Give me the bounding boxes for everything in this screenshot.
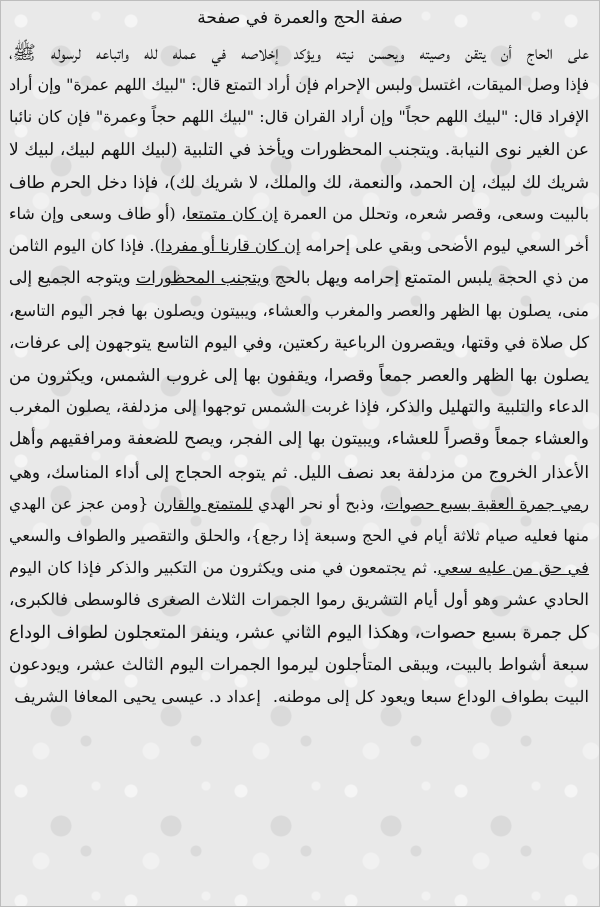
page-title: صفة الحج والعمرة في صفحة: [197, 8, 403, 28]
text-run: عن الغير نوى النيابة. ويتجنب المحظورات ويأخذ في التلبية (لبيك اللهم لبيك، لبيك لا: [9, 139, 589, 160]
text-line: [9, 391, 589, 423]
text-run: والعشاء جمعاً وقصراً للعشاء، ويبيتون بها إلى الفجر، ويصح للضعفة ومرافقيهم وأهل: [9, 429, 589, 450]
underlined-phrase: للمتمتع والقارن: [153, 494, 253, 513]
underlined-phrase: في حق من عليه سعي: [437, 558, 589, 578]
text-run: كل جمرة بسبع حصوات، وهكذا اليوم الثاني عشر، وينفر المتعجلون لطواف الوداع: [9, 622, 589, 643]
text-run: على الحاج أن يتقن وصيته ويحسن نيته ويؤكد إخلاصه في عمله لله واتباعه لرسوله ﷺ،: [9, 41, 589, 64]
text-run: منى، يصلون بها الظهر والعصر والمغرب والعشاء، ويبيتون ويصلون بها فجر اليوم التاسع،: [9, 300, 589, 320]
text-line: [9, 456, 589, 488]
text-line: [9, 327, 589, 359]
text-run: من ذي الحجة يلبس المتمتع إحرامه ويهل بالحج: [269, 268, 589, 288]
text-line: [9, 488, 589, 520]
text-run: الإفراد قال: "لبيك اللهم حجاً" وإن أراد القران قال: "لبيك اللهم حجاً وعمرة" فإن كان نائبا: [9, 107, 589, 127]
text-run: {ومن عجز عن الهدي: [9, 494, 154, 513]
text-line: [9, 69, 589, 101]
text-run: أخر السعي ليوم الأضحى وبقي على إحرامه: [300, 236, 589, 256]
text-run: بالبيت وسعى، وقصر شعره، وتحلل من العمرة: [277, 204, 589, 224]
text-line: [9, 262, 589, 294]
text-line: [9, 359, 589, 391]
text-run: الدعاء والتلبية والتهليل والذكر، فإذا غربت الشمس توجهوا إلى مزدلفة، يصلون المغرب: [9, 397, 589, 417]
text-run: ويتوجه الجميع إلى: [8, 268, 136, 288]
text-run: فإذا وصل الميقات، اغتسل ولبس الإحرام فإن أراد التمتع قال: "لبيك اللهم عمرة" وإن أراد: [9, 75, 589, 95]
text-run: سبعة أشواط بالبيت، ويبقى المتأجلون ليرموا الجمرات اليوم الثالث عشر، ويودعون: [9, 654, 589, 675]
document-body: [9, 37, 589, 713]
text-line: [9, 230, 589, 262]
text-line: [9, 166, 589, 198]
text-line: [9, 584, 589, 616]
text-line: [9, 37, 589, 69]
text-run: ، وذبح أو نحر الهدي: [252, 494, 385, 513]
text-line: [9, 649, 589, 681]
underlined-phrase: إن كان متمتعا: [186, 204, 278, 224]
underlined-phrase: إن كان قارنا أو مفردا: [160, 236, 301, 256]
text-run: الحادي عشر وهو أول أيام التشريق رموا الجمرات الثلاث الصغرى فالوسطى فالكبرى،: [9, 590, 589, 610]
text-line: [9, 552, 589, 584]
text-run: يصلون بها الظهر والعصر جمعاً وقصرا، ويقفون بها إلى غروب الشمس، ويكثرون من: [9, 365, 589, 386]
underlined-phrase: ويتجنب المحظورات: [135, 268, 270, 288]
text-line: [9, 134, 589, 166]
text-line: [9, 101, 589, 133]
text-run: شريك لك لبيك، إن الحمد، والنعمة، لك والملك، لا شريك لك)، فإذا دخل الحرم طاف: [9, 171, 589, 192]
text-run: ، (أو طاف وسعى وإن شاء: [9, 204, 187, 224]
text-line: [9, 617, 589, 649]
text-run: ). فإذا كان اليوم الثامن: [8, 236, 161, 256]
text-line: [9, 681, 589, 713]
text-line: [9, 520, 589, 552]
text-run: . ثم يجتمعون في منى ويكثرون من التكبير والذكر فإذا كان اليوم: [9, 558, 438, 578]
text-line: [9, 423, 589, 455]
text-run: الأعذار الخروج من مزدلفة بعد نصف الليل. ثم يتوجه الحجاج إلى أداء المناسك، وهي: [9, 461, 589, 482]
underlined-phrase: رمي جمرة العقبة بسبع حصوات: [384, 494, 590, 513]
author-credit: إعداد د. عيسى يحيى المعافا الشريف: [14, 687, 261, 707]
text-run: كل صلاة في وقتها، ويقصرون الرباعية ركعتين، وفي اليوم التاسع يتوجهون إلى عرفات،: [9, 332, 589, 352]
text-run: منها فعليه صيام ثلاثة أيام في الحج وسبعة إذا رجع}، والحلق والتقصير والطواف والسعي: [9, 526, 589, 546]
text-run: البيت بطواف الوداع سبعا ويعود كل إلى موطنه.: [272, 687, 589, 707]
text-line: [9, 198, 589, 230]
text-line: [9, 295, 589, 327]
